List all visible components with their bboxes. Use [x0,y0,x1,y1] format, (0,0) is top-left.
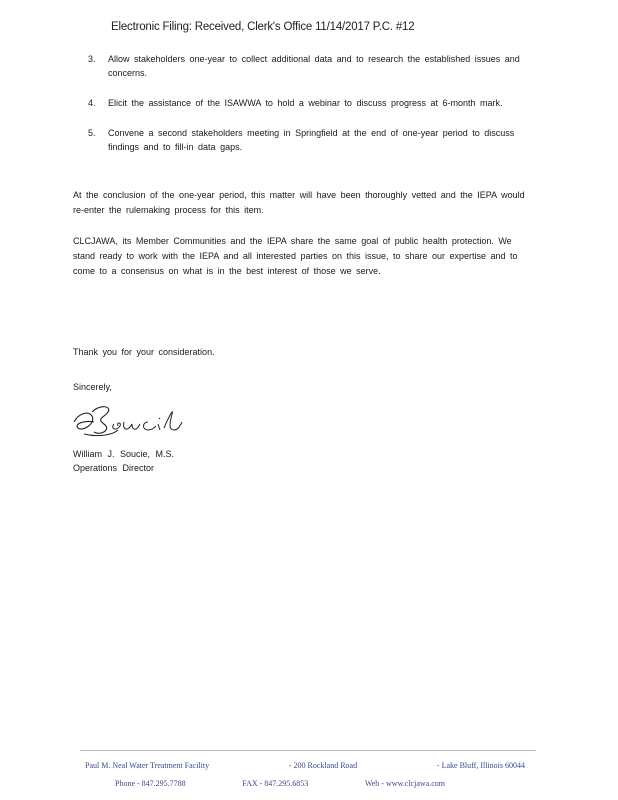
signer-title: Operations Director [73,463,155,473]
signer-name: William J. Soucie, M.S. [73,449,175,459]
list-item-number: 5. [88,128,96,138]
list-item-number: 3. [88,54,96,64]
signature-block [73,447,174,475]
filing-stamp: Electronic Filing: Received, Clerk's Office 11/14/2017 P.C. #12 [111,21,415,33]
list-item [88,96,538,110]
recommendation-list [88,52,538,170]
list-item-text: Elicit the assistance of the ISAWWA to hold a webinar to discuss progress at 6-month mark. [108,98,503,108]
footer-phone: Phone - 847.295.7788 [115,779,186,788]
footer-web: Web - www.clcjawa.com [364,779,445,788]
conclusion-paragraph: At the conclusion of the one-year period, this matter will have been thoroughly vetted and the IEPA would re-enter the rulemaking process for this item. [73,190,525,215]
list-item [88,52,538,80]
footer-divider [80,750,536,751]
thanks-line: Thank you for your consideration. [73,347,215,357]
salutation: Sincerely, [73,382,112,392]
footer-contact [115,779,445,788]
signature-image [70,400,185,440]
footer-address-street: - 200 Rockland Road [288,761,358,770]
list-item-text: Allow stakeholders one-year to collect additional data and to research the established issues and concerns. [108,54,520,78]
footer-address-city: - Lake Bluff, Illinois 60044 [436,761,525,770]
footer-address [85,761,525,770]
list-item-text: Convene a second stakeholders meeting in Springfield at the end of one-year period to discuss findings and to fill-in data gaps. [108,128,515,152]
list-item-number: 4. [88,98,96,108]
footer-fax: FAX - 847.295.6853 [242,779,309,788]
shared-goal-paragraph: CLCJAWA, its Member Communities and the IEPA share the same goal of public health protection. We stand ready to work with the IEPA and all interested parties on this issue, to share our expertise and to come to a consensus on what is in the best interest of those we serve. [73,236,518,276]
footer-address-facility: Paul M. Neal Water Treatment Facility [85,761,210,770]
list-item [88,126,538,154]
